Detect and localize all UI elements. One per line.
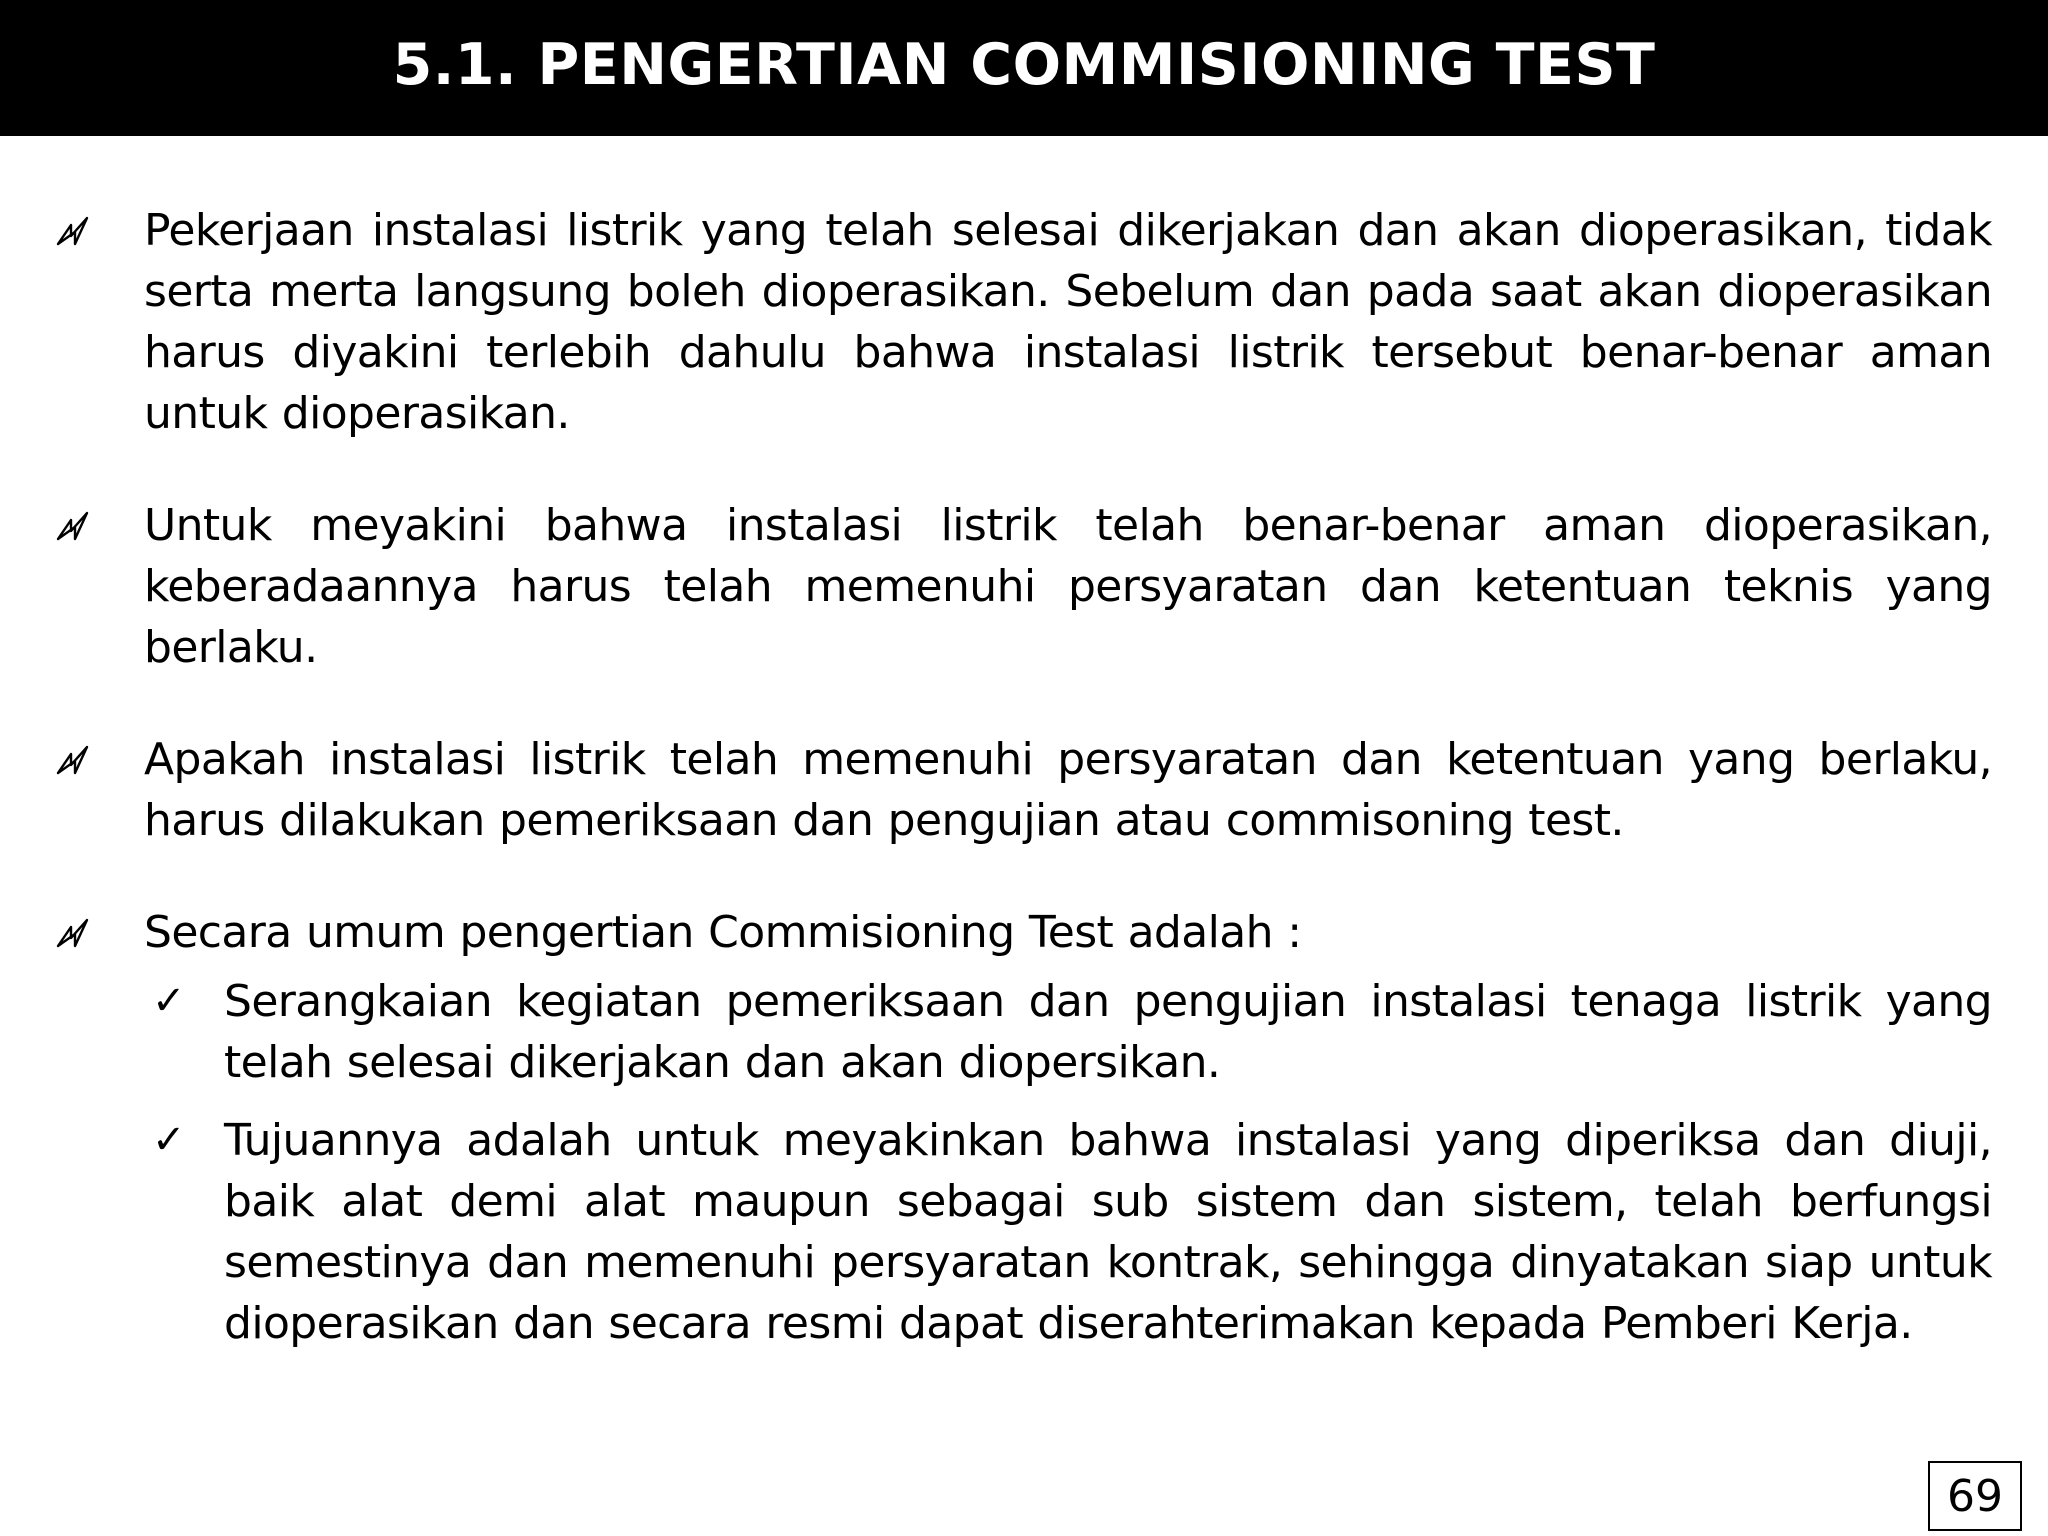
sub-list-item-text: Tujuannya adalah untuk meyakinkan bahwa instalasi yang diperiksa dan diuji, baik alat demi alat maupun sebagai sub sistem dan sistem, telah berfungsi semestinya dan memenuhi persyaratan kontrak, sehingga dinyatakan siap untuk dioperasikan dan secara resmi dapat diserahterimakan kepada Pemberi Kerja. <box>224 1115 1992 1349</box>
bullet-item <box>56 495 1992 678</box>
bullet-item <box>56 200 1992 444</box>
bullet-item <box>56 729 1992 851</box>
content-area <box>56 200 1992 1405</box>
bullet-text: Pekerjaan instalasi listrik yang telah selesai dikerjakan dan akan dioperasikan, tidak serta merta langsung boleh dioperasikan. Sebelum dan pada saat akan dioperasikan harus diyakini terlebih dahulu bahwa instalasi listrik tersebut benar-benar aman untuk dioperasikan. <box>144 205 1992 439</box>
page-number: 69 <box>1928 1461 2022 1531</box>
sub-list-item <box>144 971 1992 1093</box>
sub-list <box>144 971 1992 1354</box>
checkmark-icon: ✓ <box>152 1117 186 1163</box>
bullet-text: Apakah instalasi listrik telah memenuhi persyaratan dan ketentuan yang berlaku, harus dilakukan pemeriksaan dan pengujian atau commisoning test. <box>144 734 1992 846</box>
checkmark-icon: ✓ <box>152 978 186 1024</box>
bullet-text: Untuk meyakini bahwa instalasi listrik telah benar-benar aman dioperasikan, keberadaannya harus telah memenuhi persyaratan dan ketentuan teknis yang berlaku. <box>144 500 1992 673</box>
sub-list-item <box>144 1110 1992 1354</box>
lightning-bolt-icon <box>56 509 90 543</box>
lightning-bolt-icon <box>56 916 90 950</box>
bullet-text: Secara umum pengertian Commisioning Test adalah : <box>144 907 1302 958</box>
lightning-bolt-icon <box>56 743 90 777</box>
bullet-item <box>56 902 1992 1354</box>
page-title: 5.1. PENGERTIAN COMMISIONING TEST <box>392 32 1656 98</box>
sub-list-item-text: Serangkaian kegiatan pemeriksaan dan pengujian instalasi tenaga listrik yang telah selesai dikerjakan dan akan diopersikan. <box>224 976 1992 1088</box>
title-bar <box>0 0 2048 136</box>
lightning-bolt-icon <box>56 214 90 248</box>
